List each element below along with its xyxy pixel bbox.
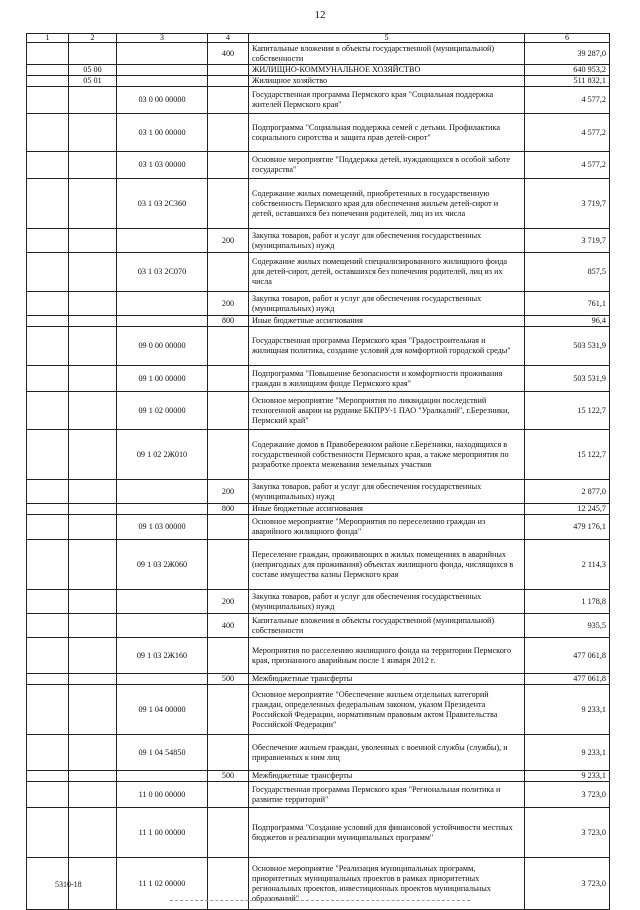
cell-c3: 09 1 02 00000 <box>117 392 208 430</box>
cell-c5: Подпрограмма "Социальная поддержка семей с детьми. Профилактика социального сиротства и защита прав детей-сирот" <box>249 114 525 152</box>
cell-c3: 09 1 04 54850 <box>117 735 208 771</box>
cell-c2 <box>69 392 117 430</box>
cell-c3: 03 1 03 00000 <box>117 152 208 179</box>
cell-c5: Содержание жилых помещений, приобретенных в государственную собственность Пермского края для обеспечения жильем детей-сирот и детей, оставшихся без попечения родителей, лиц из их числа <box>249 179 525 229</box>
cell-c3 <box>117 480 208 504</box>
table-row <box>27 638 610 674</box>
cell-c2 <box>69 480 117 504</box>
cell-c4 <box>208 87 249 114</box>
table-row <box>27 735 610 771</box>
cell-c5: Обеспечение жильем граждан, уволенных с военной службы (службы), и приравненных к ним лиц <box>249 735 525 771</box>
cell-c5: Переселение граждан, проживающих в жилых помещениях в аварийных (непригодных для проживания) объектах жилищного фонда, числящихся в составе имущества казны Пермского края <box>249 540 525 590</box>
cell-c6: 640 953,2 <box>525 65 610 76</box>
cell-c5: Содержание домов в Правобережном районе г.Березники, находящихся в государственной собственности Пермского края, а также мероприятия по разработке проекта межевания земельных участков <box>249 430 525 480</box>
cell-c6: 3 723,0 <box>525 782 610 808</box>
cell-c3 <box>117 674 208 685</box>
cell-c3: 11 1 00 00000 <box>117 808 208 858</box>
cell-c6: 2 114,3 <box>525 540 610 590</box>
cell-c2 <box>69 292 117 316</box>
cell-c2 <box>69 614 117 638</box>
cell-c5: Иные бюджетные ассигнования <box>249 316 525 327</box>
cell-c2 <box>69 674 117 685</box>
table-row <box>27 229 610 253</box>
cell-c4 <box>208 782 249 808</box>
cell-c6: 477 061,8 <box>525 674 610 685</box>
cell-c6: 4 577,2 <box>525 114 610 152</box>
column-header: 4 <box>208 34 249 43</box>
cell-c5: Капитальные вложения в объекты государственной (муниципальной) собственности <box>249 43 525 65</box>
cell-c2: 05 01 <box>69 76 117 87</box>
table-row <box>27 858 610 910</box>
cell-c3 <box>117 590 208 614</box>
cell-c6: 479 176,1 <box>525 515 610 540</box>
table-row <box>27 808 610 858</box>
table-row <box>27 540 610 590</box>
cell-c1 <box>27 685 69 735</box>
table-row <box>27 771 610 782</box>
cell-c1 <box>27 152 69 179</box>
cell-c3 <box>117 292 208 316</box>
cell-c5: Основное мероприятие "Мероприятия по переселению граждан из аварийного жилищного фонда" <box>249 515 525 540</box>
cell-c4 <box>208 327 249 366</box>
cell-c1 <box>27 76 69 87</box>
table-row <box>27 504 610 515</box>
table-row <box>27 430 610 480</box>
cell-c5: Подпрограмма "Создание условий для финансовой устойчивости местных бюджетов и реализации муниципальных программ" <box>249 808 525 858</box>
cell-c4 <box>208 114 249 152</box>
cell-c1 <box>27 515 69 540</box>
cell-c4 <box>208 152 249 179</box>
budget-table <box>26 33 610 910</box>
cell-c2 <box>69 638 117 674</box>
cell-c3 <box>117 316 208 327</box>
cell-c1 <box>27 504 69 515</box>
table-row <box>27 366 610 392</box>
cell-c2: 05 00 <box>69 65 117 76</box>
cell-c5: Иные бюджетные ассигнования <box>249 504 525 515</box>
cell-c5: Мероприятия по расселению жилищного фонда на территории Пермского края, признанного аварийным после 1 января 2012 г. <box>249 638 525 674</box>
cell-c6: 3 719,7 <box>525 179 610 229</box>
cell-c2 <box>69 229 117 253</box>
cell-c1 <box>27 229 69 253</box>
cell-c1 <box>27 808 69 858</box>
cell-c4 <box>208 366 249 392</box>
cell-c6: 4 577,2 <box>525 152 610 179</box>
cell-c1 <box>27 65 69 76</box>
cell-c3: 09 1 02 2Ж010 <box>117 430 208 480</box>
table-row <box>27 114 610 152</box>
cell-c6: 9 233,1 <box>525 771 610 782</box>
cell-c6: 9 233,1 <box>525 735 610 771</box>
cell-c5: Содержание жилых помещений специализированного жилищного фонда для детей-сирот, детей, оставшихся без попечения родителей, лиц из их числа <box>249 253 525 292</box>
table-row <box>27 152 610 179</box>
cell-c2 <box>69 366 117 392</box>
cell-c1 <box>27 771 69 782</box>
cell-c4 <box>208 392 249 430</box>
table-row <box>27 674 610 685</box>
cell-c4: 800 <box>208 316 249 327</box>
cell-c3: 11 0 00 00000 <box>117 782 208 808</box>
table-row <box>27 292 610 316</box>
cell-c5: Основное мероприятие "Реализация муниципальных программ, приоритетных муниципальных проектов в рамках приоритетных региональных проектов, инвестиционных проектов муниципальных образований" <box>249 858 525 910</box>
cell-c6: 3 719,7 <box>525 229 610 253</box>
cell-c4 <box>208 430 249 480</box>
cell-c4 <box>208 253 249 292</box>
cell-c2 <box>69 685 117 735</box>
cell-c5: Закупка товаров, работ и услуг для обеспечения государственных (муниципальных) нужд <box>249 590 525 614</box>
cell-c3 <box>117 229 208 253</box>
table-row <box>27 65 610 76</box>
table-row <box>27 614 610 638</box>
cell-c4: 400 <box>208 43 249 65</box>
table-row <box>27 782 610 808</box>
cell-c2 <box>69 540 117 590</box>
cell-c3: 09 1 04 00000 <box>117 685 208 735</box>
cell-c6: 12 245,7 <box>525 504 610 515</box>
cell-c2 <box>69 179 117 229</box>
cell-c6: 477 061,8 <box>525 638 610 674</box>
cell-c1 <box>27 87 69 114</box>
cell-c6: 3 723,0 <box>525 808 610 858</box>
cell-c4 <box>208 65 249 76</box>
cell-c1 <box>27 316 69 327</box>
cell-c6: 2 877,0 <box>525 480 610 504</box>
cell-c5: ЖИЛИЩНО-КОММУНАЛЬНОЕ ХОЗЯЙСТВО <box>249 65 525 76</box>
table-row <box>27 87 610 114</box>
cell-c1 <box>27 614 69 638</box>
page-bottom-rule <box>170 900 470 901</box>
page-number: 12 <box>314 9 326 21</box>
cell-c6: 503 531,9 <box>525 327 610 366</box>
table-row <box>27 43 610 65</box>
cell-c6: 1 178,8 <box>525 590 610 614</box>
cell-c1 <box>27 253 69 292</box>
cell-c5: Жилищное хозяйство <box>249 76 525 87</box>
table-row <box>27 392 610 430</box>
cell-c4 <box>208 735 249 771</box>
cell-c2 <box>69 590 117 614</box>
cell-c6: 935,5 <box>525 614 610 638</box>
cell-c3: 09 1 03 2Ж160 <box>117 638 208 674</box>
cell-c4: 500 <box>208 674 249 685</box>
cell-c1 <box>27 114 69 152</box>
column-header: 3 <box>117 34 208 43</box>
cell-c1 <box>27 292 69 316</box>
cell-c4 <box>208 638 249 674</box>
cell-c2 <box>69 504 117 515</box>
cell-c5: Основное мероприятие "Мероприятия по ликвидации последствий техногенной аварии на руднике БКПРУ-1 ПАО "Уралкалий", г.Березники, Пермский край" <box>249 392 525 430</box>
cell-c2 <box>69 771 117 782</box>
cell-c3: 09 0 00 00000 <box>117 327 208 366</box>
cell-c3: 09 1 03 00000 <box>117 515 208 540</box>
cell-c1 <box>27 430 69 480</box>
cell-c2 <box>69 808 117 858</box>
cell-c1 <box>27 782 69 808</box>
cell-c6: 15 122,7 <box>525 430 610 480</box>
table-row <box>27 76 610 87</box>
column-header: 6 <box>525 34 610 43</box>
cell-c3 <box>117 76 208 87</box>
cell-c3: 03 1 00 00000 <box>117 114 208 152</box>
table-row <box>27 179 610 229</box>
cell-c6: 857,5 <box>525 253 610 292</box>
cell-c1 <box>27 638 69 674</box>
cell-c6: 9 233,1 <box>525 685 610 735</box>
cell-c5: Государственная программа Пермского края "Градостроительная и жилищная политика, создание условий для комфортной городской среды" <box>249 327 525 366</box>
cell-c4 <box>208 808 249 858</box>
cell-c5: Капитальные вложения в объекты государственной (муниципальной) собственности <box>249 614 525 638</box>
cell-c6: 3 723,0 <box>525 858 610 910</box>
cell-c5: Государственная программа Пермского края "Региональная политика и развитие территорий" <box>249 782 525 808</box>
cell-c3 <box>117 771 208 782</box>
table-row <box>27 515 610 540</box>
cell-c2 <box>69 114 117 152</box>
cell-c1 <box>27 480 69 504</box>
cell-c2 <box>69 735 117 771</box>
cell-c1 <box>27 43 69 65</box>
table-row <box>27 316 610 327</box>
table-header-row <box>27 34 610 43</box>
cell-c4 <box>208 685 249 735</box>
cell-c5: Подпрограмма "Повышение безопасности и комфортности проживания граждан в жилищном фонде Пермского края" <box>249 366 525 392</box>
cell-c3 <box>117 614 208 638</box>
cell-c6: 15 122,7 <box>525 392 610 430</box>
cell-c2 <box>69 152 117 179</box>
cell-c2 <box>69 316 117 327</box>
cell-c3: 03 0 00 00000 <box>117 87 208 114</box>
cell-c3 <box>117 43 208 65</box>
cell-c4: 500 <box>208 771 249 782</box>
cell-c5: Государственная программа Пермского края "Социальная поддержка жителей Пермского края" <box>249 87 525 114</box>
cell-c3: 03 1 03 2С360 <box>117 179 208 229</box>
cell-c4: 200 <box>208 480 249 504</box>
cell-c1 <box>27 366 69 392</box>
cell-c1 <box>27 327 69 366</box>
cell-c3 <box>117 504 208 515</box>
cell-c4 <box>208 540 249 590</box>
cell-c6: 503 531,9 <box>525 366 610 392</box>
table-row <box>27 480 610 504</box>
cell-c6: 511 832,1 <box>525 76 610 87</box>
column-header: 5 <box>249 34 525 43</box>
cell-c5: Закупка товаров, работ и услуг для обеспечения государственных (муниципальных) нужд <box>249 292 525 316</box>
table-row <box>27 253 610 292</box>
cell-c4: 800 <box>208 504 249 515</box>
cell-c6: 96,4 <box>525 316 610 327</box>
table-row <box>27 327 610 366</box>
cell-c3: 03 1 03 2С070 <box>117 253 208 292</box>
cell-c1 <box>27 735 69 771</box>
cell-c2 <box>69 782 117 808</box>
table-row <box>27 685 610 735</box>
cell-c1 <box>27 179 69 229</box>
cell-c2 <box>69 253 117 292</box>
cell-c1 <box>27 674 69 685</box>
cell-c3 <box>117 65 208 76</box>
cell-c2 <box>69 43 117 65</box>
cell-c4 <box>208 179 249 229</box>
table-row <box>27 590 610 614</box>
cell-c3: 09 1 00 00000 <box>117 366 208 392</box>
column-header: 2 <box>69 34 117 43</box>
cell-c4 <box>208 76 249 87</box>
cell-c2 <box>69 87 117 114</box>
cell-c5: Межбюджетные трансферты <box>249 771 525 782</box>
cell-c4: 200 <box>208 590 249 614</box>
cell-c2 <box>69 327 117 366</box>
cell-c5: Закупка товаров, работ и услуг для обеспечения государственных (муниципальных) нужд <box>249 229 525 253</box>
cell-c3: 09 1 03 2Ж060 <box>117 540 208 590</box>
cell-c5: Основное мероприятие "Обеспечение жильем отдельных категорий граждан, определенных федеральным законом, указом Президента Российской Федерации, нормативным правовым актом Правительства Российской Федерации" <box>249 685 525 735</box>
cell-c4 <box>208 858 249 910</box>
cell-c5: Закупка товаров, работ и услуг для обеспечения государственных (муниципальных) нужд <box>249 480 525 504</box>
cell-c5: Основное мероприятие "Поддержка детей, нуждающихся в особой заботе государства" <box>249 152 525 179</box>
cell-c4: 400 <box>208 614 249 638</box>
cell-c4: 200 <box>208 229 249 253</box>
column-header: 1 <box>27 34 69 43</box>
document-code: 5310-18 <box>55 880 82 889</box>
cell-c6: 761,1 <box>525 292 610 316</box>
cell-c3: 11 1 02 00000 <box>117 858 208 910</box>
cell-c6: 4 577,2 <box>525 87 610 114</box>
cell-c5: Межбюджетные трансферты <box>249 674 525 685</box>
cell-c4 <box>208 515 249 540</box>
cell-c1 <box>27 590 69 614</box>
cell-c2 <box>69 515 117 540</box>
cell-c4: 200 <box>208 292 249 316</box>
cell-c6: 39 287,0 <box>525 43 610 65</box>
cell-c1 <box>27 392 69 430</box>
cell-c1 <box>27 540 69 590</box>
cell-c2 <box>69 430 117 480</box>
